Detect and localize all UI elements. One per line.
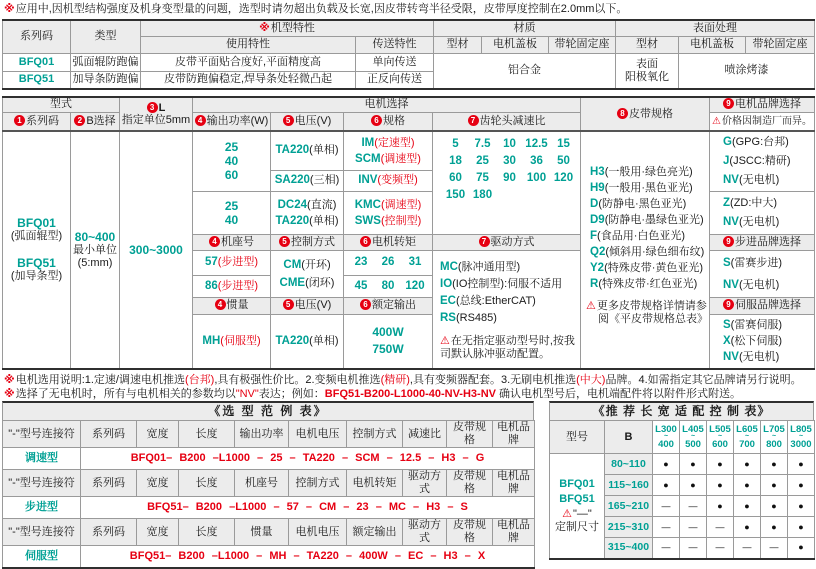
- col-model: 型号: [550, 421, 605, 454]
- adapt-header: 型号 B L300 ~ 400 L405 ~ 500 L505 ~ 600 L605 ~ 700 L705 ~ 800 L805 ~ 3000: [550, 421, 815, 454]
- example-row-stepper: [3, 497, 535, 519]
- example-label: 步进型: [3, 497, 81, 519]
- examples-title: 《选 型 范 例 表》: [2, 401, 534, 421]
- col-profile: 型材: [434, 36, 482, 53]
- col-pulley: 带轮固定座: [549, 36, 616, 53]
- spec-kmc-sws-cell: KMC(调速型) SWS(控制型): [344, 191, 433, 234]
- col-brand: 9 电机品牌选择: [710, 97, 815, 112]
- table-row: BFQ01 弧面辊防跑偏 皮带平面贴合度好,平面精度高 单向传送 铝合金 表面 阳极氧化 喷涂烤漆: [3, 53, 815, 71]
- col-series: 1 系列码: [3, 112, 71, 131]
- example-label: 调速型: [3, 448, 81, 470]
- power-ac-cell: 25 40 60: [193, 131, 271, 191]
- col-length: 3 L 指定单位5mm: [120, 97, 193, 131]
- col-transfer: 传送特性: [356, 36, 434, 53]
- col-torque: 6 电机转矩: [344, 234, 433, 250]
- drive-cell: MC(脉冲通用型) IO(IO控制型):伺服不适用 EC(总线:EtherCAT) RS(RS485) ⚠在无指定驱动型号时,按我司默认脉冲驱动配置。: [433, 250, 581, 369]
- group-model: 型式: [3, 97, 120, 112]
- motor-note: ※电机选用说明:1.定速/调速电机推选(台邦),具有极强性价比。2.变频电机推选(精研),具有变频器配套。3.无刷电机推选(中大)品牌。4.如需指定其它品牌请另行说明。: [4, 374, 802, 386]
- col-b: 2 B选择: [71, 112, 120, 131]
- series-code: BFQ01: [3, 53, 71, 71]
- examples-table: [2, 420, 535, 569]
- col-base: 4 机座号: [193, 234, 271, 250]
- base-57-cell: 57(步进型): [193, 250, 271, 275]
- col-volt: 5 电压(V): [271, 112, 344, 131]
- adapt-model-cell: BFQ01 BFQ51 ⚠"—" 定制尺寸: [550, 454, 605, 559]
- volt-dc-cell: DC24(直流) TA220(单相): [271, 191, 344, 234]
- col-type: 类型: [71, 20, 141, 53]
- group-motor: 电机选择: [193, 97, 581, 112]
- surface-profile: 表面 阳极氧化: [616, 53, 679, 89]
- table-row: BFQ51 加导条防跑偏 皮带防跑偏稳定,焊导条处轻微凸起 正反向传送: [3, 71, 815, 89]
- example-label: 伺服型: [3, 546, 81, 568]
- col-b: B: [605, 421, 653, 454]
- inertia-cell: MH(伺服型): [193, 314, 271, 369]
- examples-header-servo: "-"型号连接符 系列码 宽度 长度 惯量 电机电压 额定输出 驱动方式 皮带规格 电机品牌: [3, 519, 535, 546]
- col-profile2: 型材: [616, 36, 679, 53]
- col-pulley2: 带轮固定座: [746, 36, 815, 53]
- col-cover2: 电机盖板: [679, 36, 746, 53]
- col-use: 使用特性: [141, 36, 356, 53]
- adapt-row: 215~310 — — — ● ● ●: [550, 517, 815, 538]
- stepper-brand-cell: S(雷赛步进) NV(无电机): [710, 250, 815, 297]
- col-ratio: 7 齿轮头减速比: [433, 112, 581, 131]
- col-servo-brand: 9 伺服品牌选择: [710, 297, 815, 314]
- selection-table: [2, 96, 815, 370]
- spec-im-scm-cell: IM(定速型) SCM(调速型): [344, 131, 433, 170]
- torque-86-cell: 45 80 120: [344, 275, 433, 297]
- drive-note: ⚠在无指定驱动型号时,按我司默认脉冲驱动配置。: [440, 334, 575, 360]
- col-belt: 8 皮带规格: [581, 97, 710, 131]
- col-spec: 6 规格: [344, 112, 433, 131]
- application-note: ※应用中,因机型结构强度及机身变型量的问题，选型时请勿超出负载及长宽,因皮带转弯半径受限，皮带厚度控制在2.0mm以下。: [4, 3, 628, 15]
- example-row-servo: [3, 546, 535, 568]
- l-select-cell: 300~3000: [120, 131, 193, 369]
- series-cell: BFQ01 (弧面辊型) BFQ51 (加导条型): [3, 131, 71, 369]
- overview-table: [2, 19, 815, 90]
- b-range: 115~160: [605, 475, 653, 496]
- surface-paint: 喷涂烤漆: [679, 53, 815, 89]
- brand-ac-cell: G(GPG:台邦) J(JSCC:精研) NV(无电机): [710, 131, 815, 191]
- col-ctrl: 5 控制方式: [271, 234, 344, 250]
- adapt-table: [549, 420, 815, 560]
- col-volt2: 5 电压(V): [271, 297, 344, 314]
- col-drive: 7 驱动方式: [433, 234, 581, 250]
- brand-price-note: ⚠价格因制造厂而异。: [710, 112, 815, 131]
- examples-header-stepper: "-"型号连接符 系列码 宽度 长度 机座号 控制方式 电机转矩 驱动方式 皮带规格 电机品牌: [3, 470, 535, 497]
- material-value: 铝合金: [434, 53, 616, 89]
- spec-inv-cell: INV(变频型): [344, 170, 433, 191]
- col-stepper-brand: 9 步进品牌选择: [710, 234, 815, 250]
- example-model: BFQ51– B200 –L1000 – 57 – CM – 23 – MC – H3 – S: [81, 497, 535, 519]
- adapt-row: BFQ01 BFQ51 ⚠"—" 定制尺寸 80~110 ● ● ● ● ● ●: [550, 454, 815, 475]
- belt-note: ⚠更多皮带规格详情请参 阅《平皮带规格总表》: [586, 300, 708, 325]
- col-cover: 电机盖板: [482, 36, 549, 53]
- col-rated: 6 额定输出: [344, 297, 433, 314]
- series-code: BFQ51: [3, 71, 71, 89]
- col-inertia: 4 惯量: [193, 297, 271, 314]
- belt-spec-cell: H3(一般用·绿色亮光) H9(一般用·黑色亚光) D(防静电·黑色亚光) D9(防静电·墨绿色亚光) F(食品用·白色亚光) Q2(倾斜用·绿色细布纹) Y2(特殊皮带·黄色亚光) R(特殊皮带·红色亚光) ⚠更多皮带规格详情请参 阅《平皮带规格总表》: [581, 131, 710, 369]
- col-series: 系列码: [3, 20, 71, 53]
- volt-sa220-cell: SA220(三相): [271, 170, 344, 191]
- example-model: BFQ51– B200 –L1000 – MH – TA220 – 400W – EC – H3 – X: [81, 546, 535, 568]
- nv-note: ※选择了无电机时，所有与电机相关的参数均以"NV"表达；例如：BFQ51-B200-L1000-40-NV-H3-NV 确认电机型号后，电机端配件将以附件形式附送。: [4, 388, 742, 400]
- torque-57-cell: 23 26 31: [344, 250, 433, 275]
- adapt-title: 《推 荐 长 宽 适 配 控 制 表》: [549, 401, 814, 421]
- col-surface: 表面处理: [616, 20, 815, 36]
- example-model: BFQ01– B200 –L1000 – 25 – TA220 – SCM – 12.5 – H3 – G: [81, 448, 535, 470]
- b-range: 80~110: [605, 454, 653, 475]
- base-86-cell: 86(步进型): [193, 275, 271, 297]
- b-range: 315~400: [605, 538, 653, 559]
- power-dc-cell: 25 40: [193, 191, 271, 234]
- ctrl-cell: CM(开环) CME(闭环): [271, 250, 344, 297]
- example-row-speed: [3, 448, 535, 470]
- b-range: 165~210: [605, 496, 653, 517]
- col-material: 材质: [434, 20, 616, 36]
- adapt-row: 315~400 — — — — — ●: [550, 538, 815, 559]
- rated-output-cell: 400W 750W: [344, 314, 433, 369]
- brand-dc-cell: Z(ZD:中大) NV(无电机): [710, 191, 815, 234]
- b-range: 215~310: [605, 517, 653, 538]
- adapt-row: 165~210 — — ● ● ● ●: [550, 496, 815, 517]
- col-power: 4 输出功率(W): [193, 112, 271, 131]
- gear-ratio-cell: 5 7.5 10 12.5 15 18 25 30 36 50 60 75 90 100 120 150 180: [433, 131, 581, 234]
- volt-ta220-cell: TA220(单相): [271, 131, 344, 170]
- servo-brand-cell: S(雷赛伺服) X(松下伺服) NV(无电机): [710, 314, 815, 369]
- b-select-cell: 80~400 最小单位 (5:mm): [71, 131, 120, 369]
- adapt-row: 115~160 ● ● ● ● ● ●: [550, 475, 815, 496]
- examples-header-speed: "-"型号连接符 系列码 宽度 长度 输出功率 电机电压 控制方式 减速比 皮带规格 电机品牌: [3, 421, 535, 448]
- volt-servo-cell: TA220(单相): [271, 314, 344, 369]
- col-feature: ※机型特性: [141, 20, 434, 36]
- note-mark: ※: [4, 3, 15, 15]
